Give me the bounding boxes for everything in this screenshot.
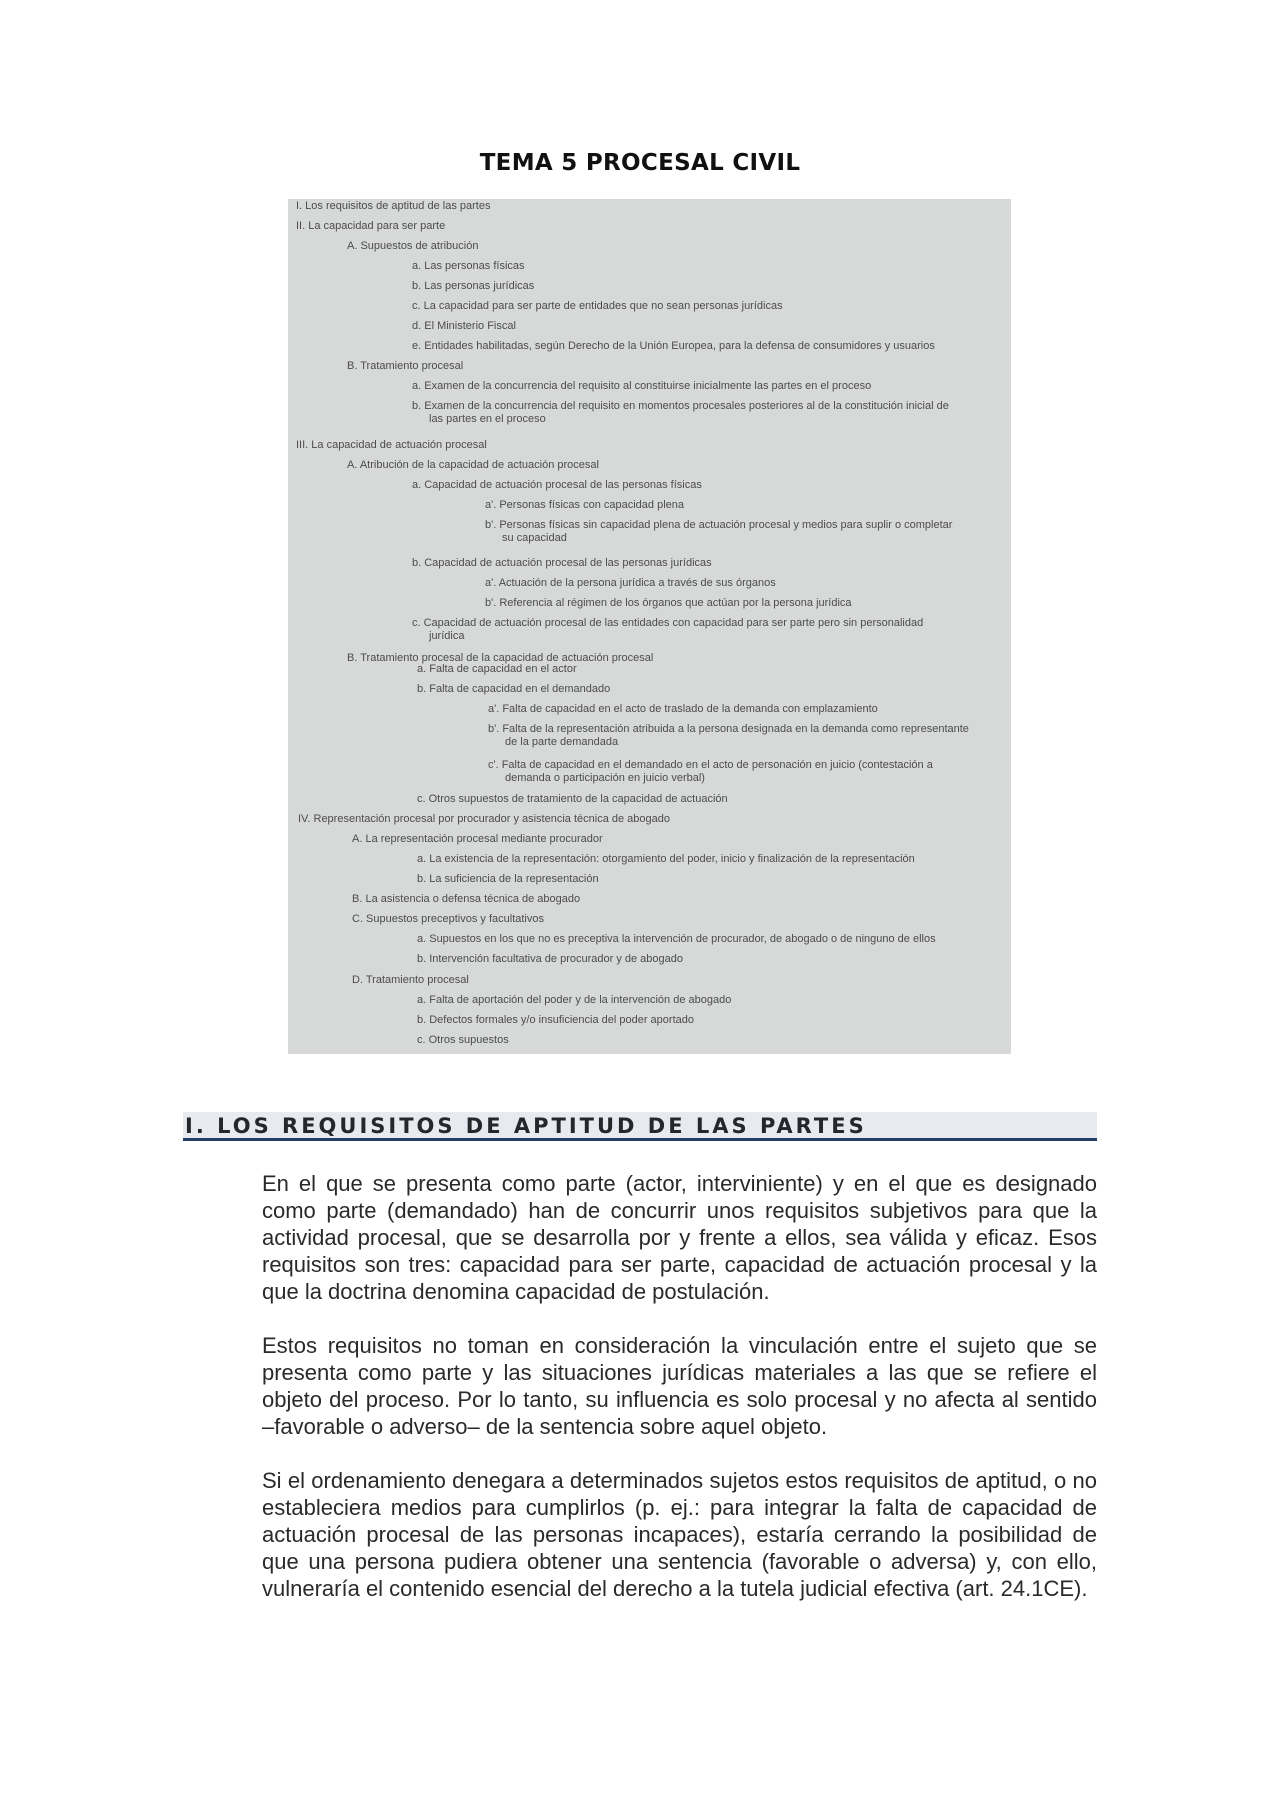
outline-item-continuation: su capacidad bbox=[502, 532, 567, 544]
outline-item: a. Supuestos en los que no es preceptiva la intervención de procurador, de abogado o de ninguno de ellos bbox=[417, 933, 936, 945]
outline-item: D. Tratamiento procesal bbox=[352, 974, 469, 986]
outline-item: a. Examen de la concurrencia del requisito al constituirse inicialmente las partes en el proceso bbox=[412, 380, 872, 392]
outline-item: A. Supuestos de atribución bbox=[347, 240, 479, 252]
outline-item: a. Capacidad de actuación procesal de las personas físicas bbox=[412, 479, 702, 491]
outline-item bbox=[412, 400, 949, 426]
outline-item: b. Defectos formales y/o insuficiencia del poder aportado bbox=[417, 1014, 694, 1026]
outline-item-continuation: demanda o participación en juicio verbal) bbox=[505, 772, 705, 784]
outline-item: a. Falta de capacidad en el actor bbox=[417, 663, 577, 675]
outline-item-continuation: jurídica bbox=[429, 630, 465, 642]
section-heading-text: I. LOS REQUISITOS DE APTITUD DE LAS PARTES bbox=[185, 1114, 867, 1138]
outline-item bbox=[412, 617, 923, 643]
outline-item: a. La existencia de la representación: otorgamiento del poder, inicio y finalización de la representación bbox=[417, 853, 915, 865]
outline-item: I. Los requisitos de aptitud de las partes bbox=[296, 200, 491, 212]
outline-item: IV. Representación procesal por procurador y asistencia técnica de abogado bbox=[298, 813, 670, 825]
outline-item: b. Intervención facultativa de procurador y de abogado bbox=[417, 953, 684, 965]
outline-item: B. La asistencia o defensa técnica de abogado bbox=[352, 893, 581, 905]
outline-item: b. Falta de capacidad en el demandado bbox=[417, 683, 611, 695]
outline-item: A. Atribución de la capacidad de actuación procesal bbox=[347, 459, 599, 471]
outline-item-text: c'. Falta de capacidad en el demandado en el acto de personación en juicio (contestación a bbox=[488, 759, 933, 771]
outline-item: d. El Ministerio Fiscal bbox=[412, 320, 516, 332]
outline-item-text: b'. Personas físicas sin capacidad plena de actuación procesal y medios para suplir o completar bbox=[485, 519, 953, 531]
page-title: TEMA 5 PROCESAL CIVIL bbox=[479, 150, 801, 176]
outline-item: III. La capacidad de actuación procesal bbox=[296, 439, 487, 451]
outline-item: II. La capacidad para ser parte bbox=[296, 220, 446, 232]
outline-item: c. Otros supuestos bbox=[417, 1034, 509, 1046]
outline-item: c. La capacidad para ser parte de entidades que no sean personas jurídicas bbox=[412, 300, 783, 312]
outline-item-text: c. Capacidad de actuación procesal de las entidades con capacidad para ser parte pero sin personalidad bbox=[412, 617, 924, 629]
outline-item-text: b'. Falta de la representación atribuida a la persona designada en la demanda como representante bbox=[488, 723, 969, 735]
outline-item: C. Supuestos preceptivos y facultativos bbox=[352, 913, 544, 925]
table-of-contents-image bbox=[288, 199, 1011, 1054]
paragraph: Estos requisitos no toman en consideración la vinculación entre el sujeto que se presenta como parte y las situaciones jurídicas materiales a las que se refiere el objeto del proceso. Por lo tanto, su influencia es solo procesal y no afecta al sentido –favorable o adverso– de la sentencia sobre aquel objeto. bbox=[262, 1333, 1097, 1439]
outline-item-continuation: las partes en el proceso bbox=[429, 413, 546, 425]
outline-item-text: b. Examen de la concurrencia del requisito en momentos procesales posteriores al de la constitución inicial de bbox=[412, 400, 949, 412]
outline-item-continuation: de la parte demandada bbox=[505, 736, 619, 748]
paragraph: Si el ordenamiento denegara a determinados sujetos estos requisitos de aptitud, o no estableciera medios para cumplirlos (p. ej.: para integrar la falta de capacidad de actuación procesal de las personas incapaces), estaría cerrando la posibilidad de que una persona pudiera obtener una sentencia (favorable o adversa) y, con ello, vulneraría el contenido esencial del derecho a la tutela judicial efectiva (art. 24.1CE). bbox=[262, 1468, 1097, 1601]
outline-item: e. Entidades habilitadas, según Derecho de la Unión Europea, para la defensa de consumidores y usuarios bbox=[412, 340, 935, 352]
outline-item: b. La suficiencia de la representación bbox=[417, 873, 599, 885]
paragraph: En el que se presenta como parte (actor, interviniente) y en el que es designado como parte (demandado) han de concurrir unos requisitos subjetivos para que la actividad procesal, que se desarrolla por y frente a ellos, sea válida y eficaz. Esos requisitos son tres: capacidad para ser parte, capacidad de actuación procesal y la que la doctrina denomina capacidad de postulación. bbox=[262, 1171, 1097, 1304]
outline-item: A. La representación procesal mediante procurador bbox=[352, 833, 603, 845]
section-heading bbox=[183, 1112, 1097, 1141]
outline-item: a'. Actuación de la persona jurídica a través de sus órganos bbox=[485, 577, 776, 589]
outline-item: b. Las personas jurídicas bbox=[412, 280, 535, 292]
outline-item: B. Tratamiento procesal de la capacidad de actuación procesal bbox=[347, 652, 654, 664]
outline-item: B. Tratamiento procesal bbox=[347, 360, 464, 372]
outline-item: a. Falta de aportación del poder y de la intervención de abogado bbox=[417, 994, 732, 1006]
outline-item bbox=[488, 723, 969, 749]
outline-item: a. Las personas físicas bbox=[412, 260, 525, 272]
outline-item: b'. Referencia al régimen de los órganos que actúan por la persona jurídica bbox=[485, 597, 852, 609]
outline-item: c. Otros supuestos de tratamiento de la capacidad de actuación bbox=[417, 793, 728, 805]
outline-item: a'. Personas físicas con capacidad plena bbox=[485, 499, 684, 511]
outline-item bbox=[485, 519, 952, 545]
outline-item: a'. Falta de capacidad en el acto de traslado de la demanda con emplazamiento bbox=[488, 703, 878, 715]
outline-item bbox=[488, 759, 933, 785]
outline-item: b. Capacidad de actuación procesal de las personas jurídicas bbox=[412, 557, 712, 569]
